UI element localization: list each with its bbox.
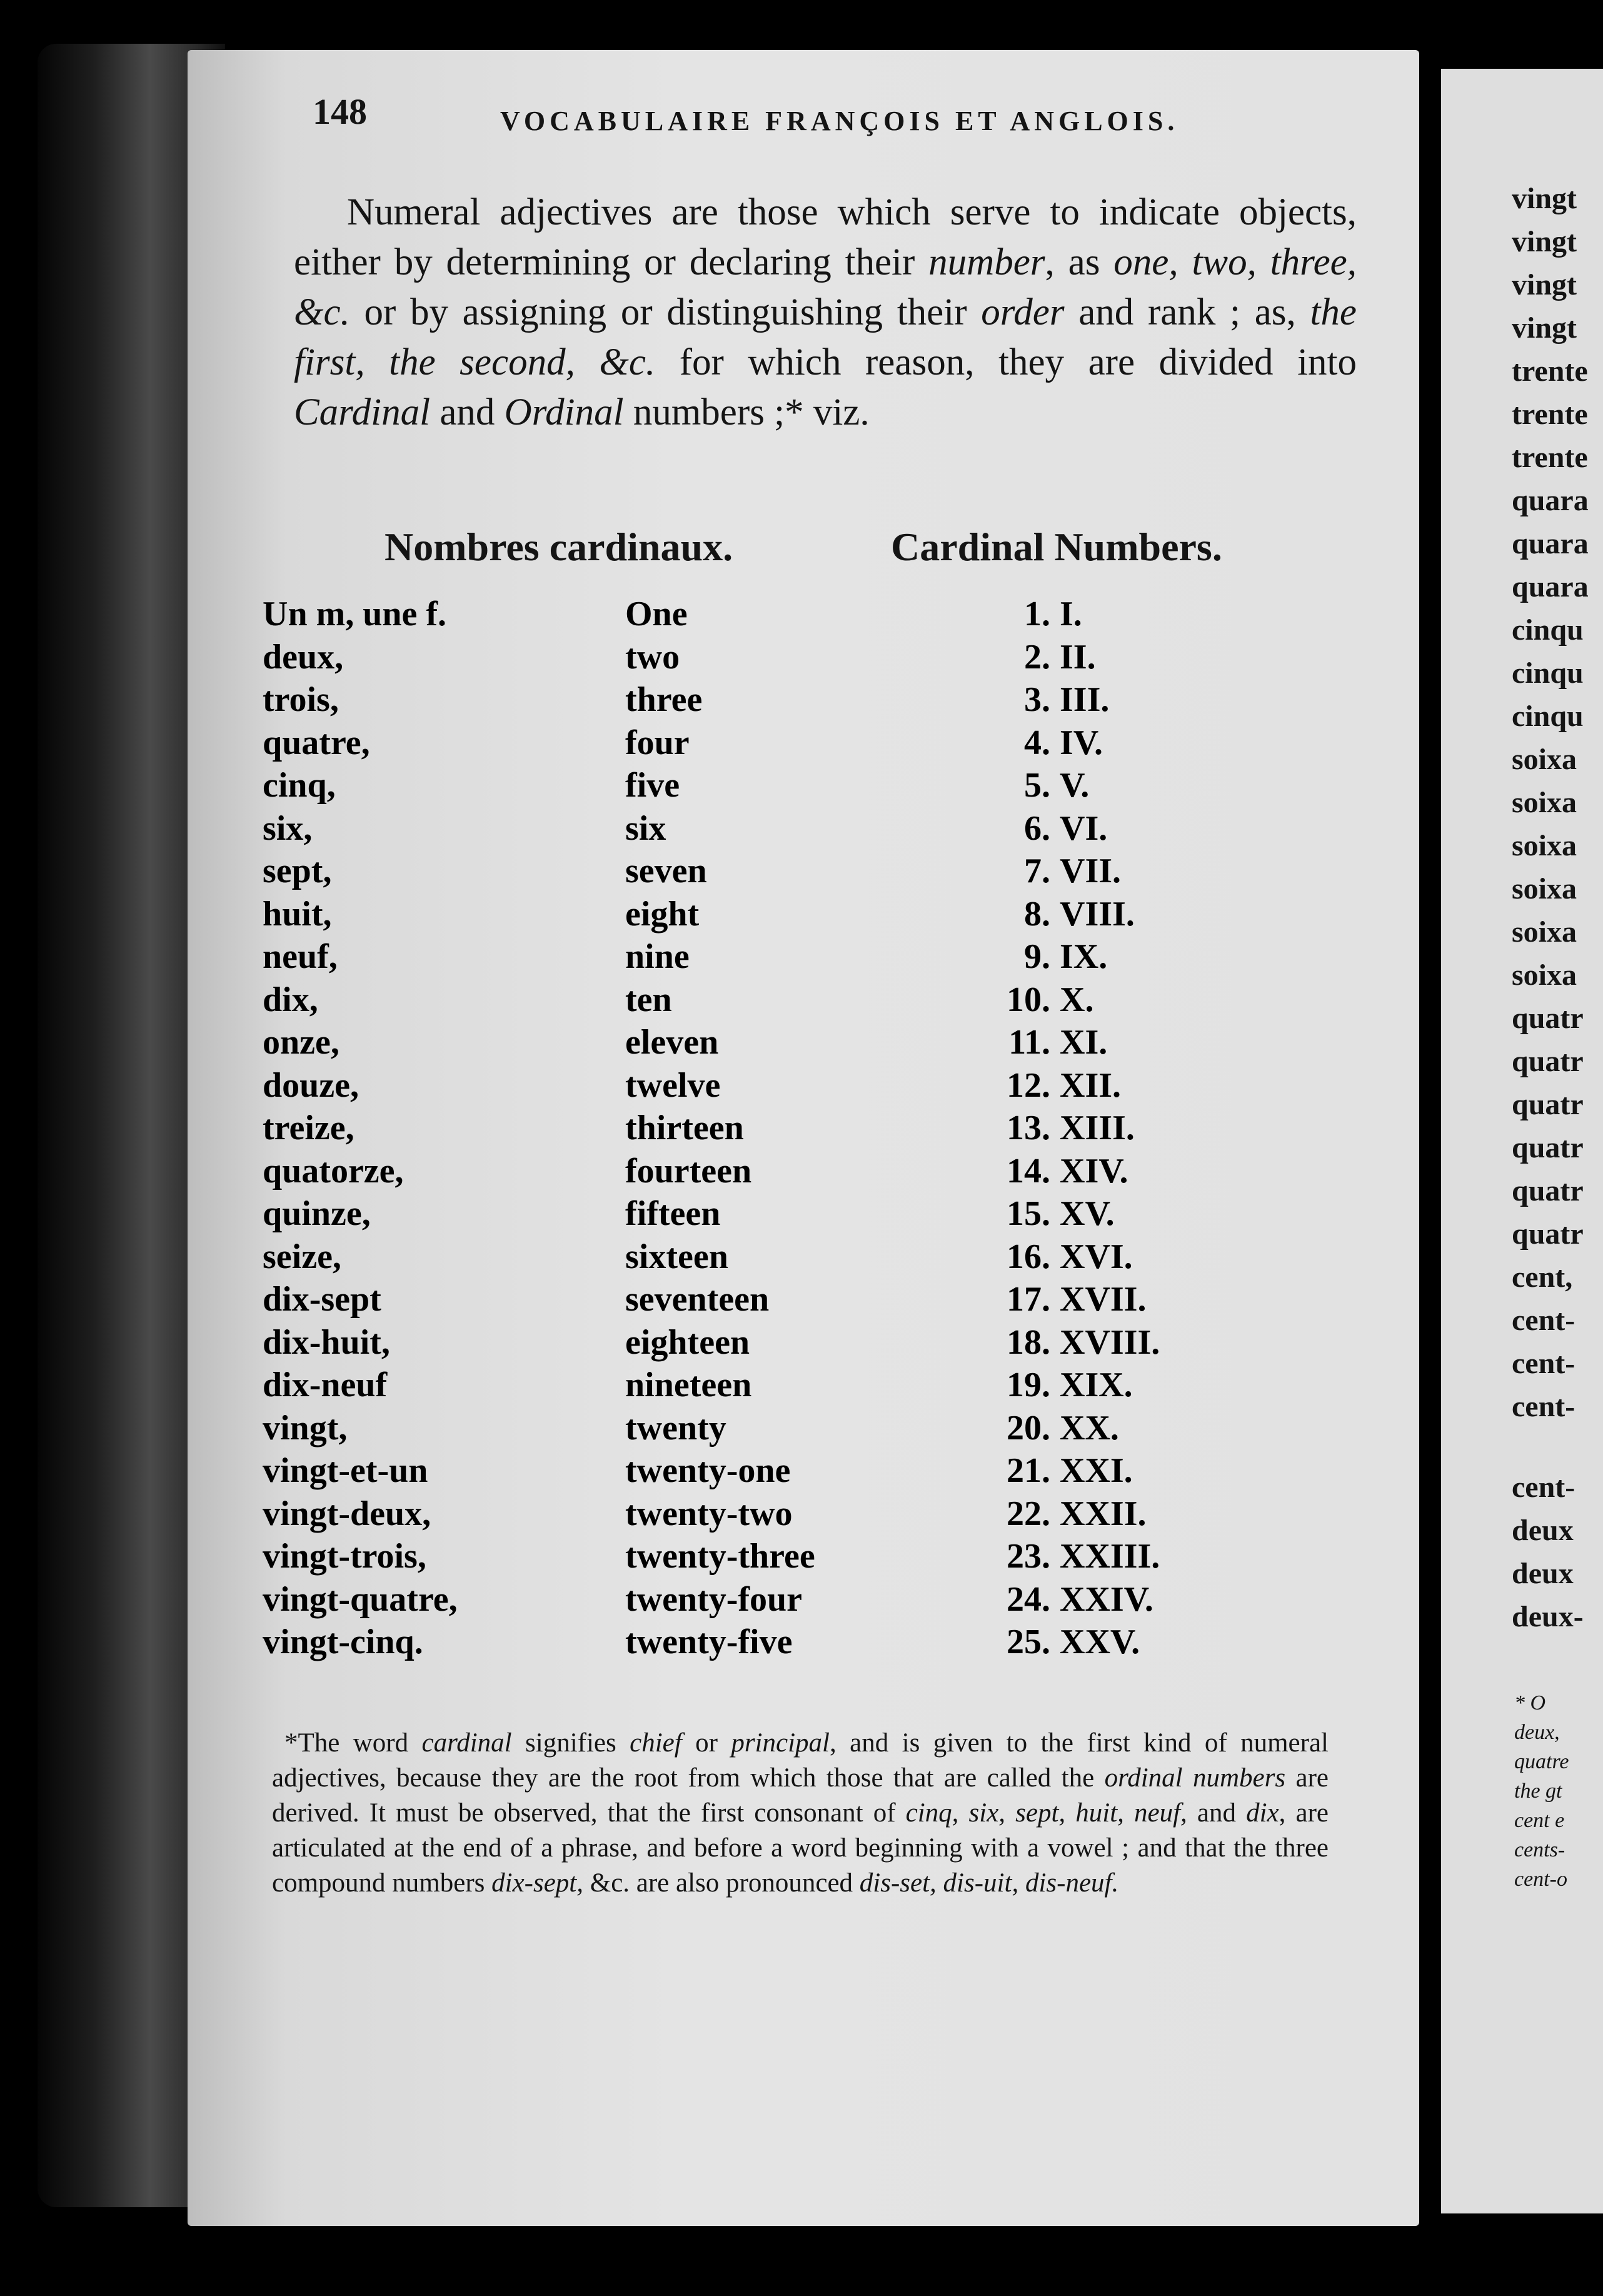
facing-page-line: quara: [1512, 527, 1589, 560]
arabic-numeral: 4.: [1024, 723, 1050, 762]
facing-footnote-line: quatre: [1514, 1750, 1569, 1773]
french-numeral: vingt-et-un: [263, 1451, 428, 1490]
arabic-numeral: 16.: [1007, 1237, 1050, 1276]
arabic-numeral: 6.: [1024, 808, 1050, 848]
french-numeral: vingt-trois,: [263, 1537, 426, 1576]
facing-page-line: cinqu: [1512, 700, 1584, 733]
facing-page-line: deux: [1512, 1514, 1574, 1547]
english-numeral: twenty: [625, 1408, 726, 1448]
roman-numeral: V.: [1060, 766, 1090, 805]
roman-numeral: I.: [1060, 595, 1082, 633]
english-numeral: twenty-three: [625, 1537, 815, 1576]
english-numeral: twenty-one: [625, 1451, 791, 1490]
roman-numeral: XXIII.: [1060, 1537, 1160, 1576]
roman-numeral: X.: [1060, 980, 1094, 1019]
arabic-numeral: 12.: [1007, 1065, 1050, 1105]
arabic-numeral: 21.: [1007, 1451, 1050, 1490]
facing-page-line: trente: [1512, 398, 1588, 431]
facing-page-line: trente: [1512, 355, 1588, 388]
facing-page-line: cent-: [1512, 1347, 1575, 1380]
english-numeral: six: [625, 808, 666, 848]
arabic-numeral: 2.: [1024, 637, 1050, 677]
heading-french: Nombres cardinaux.: [384, 525, 733, 569]
facing-page-line: quatr: [1512, 1002, 1584, 1035]
arabic-numeral: 5.: [1024, 766, 1050, 805]
english-numeral: One: [625, 595, 688, 633]
facing-page-line: soixa: [1512, 959, 1577, 992]
french-numeral: quinze,: [263, 1194, 371, 1233]
intro-paragraph: Numeral adjectives are those which serve to indicate objects, either by determining or declaring their number, as one, two, three, &c. or by assigning or distinguishing their order and rank ; as, the first, the second, &c. for which reason, they are divided into Cardinal and Ordinal numbers ;* viz.: [294, 191, 1357, 433]
arabic-numeral: 3.: [1024, 680, 1050, 719]
facing-footnote-line: cent-o: [1514, 1868, 1567, 1891]
english-numeral: thirteen: [625, 1109, 744, 1147]
english-numeral: seventeen: [625, 1280, 770, 1319]
arabic-numeral: 10.: [1007, 980, 1050, 1019]
roman-numeral: XIII.: [1060, 1109, 1135, 1147]
arabic-numeral: 20.: [1007, 1408, 1050, 1448]
roman-numeral: XIX.: [1060, 1366, 1133, 1404]
arabic-numeral: 15.: [1007, 1194, 1050, 1233]
french-numeral: deux,: [263, 637, 344, 677]
roman-numeral: IV.: [1060, 723, 1103, 762]
facing-footnote-line: the gt: [1514, 1780, 1562, 1803]
roman-numeral: II.: [1060, 637, 1096, 677]
facing-page-line: cent-: [1512, 1390, 1575, 1423]
facing-footnote-line: cents-: [1514, 1838, 1565, 1861]
facing-page-line: soixa: [1512, 915, 1577, 949]
roman-numeral: XX.: [1060, 1408, 1119, 1448]
english-numeral: twenty-five: [625, 1623, 793, 1661]
french-numeral: trois,: [263, 680, 339, 719]
facing-page-line: quatr: [1512, 1045, 1584, 1078]
french-numeral: quatorze,: [263, 1151, 404, 1191]
roman-numeral: XXI.: [1060, 1451, 1133, 1490]
english-numeral: fifteen: [625, 1194, 721, 1233]
french-numeral: dix-huit,: [263, 1322, 390, 1362]
french-numeral: seize,: [263, 1237, 341, 1276]
roman-numeral: XVI.: [1060, 1237, 1133, 1276]
english-numeral: five: [625, 766, 680, 805]
roman-numeral: III.: [1060, 680, 1110, 719]
french-numeral: neuf,: [263, 937, 338, 976]
footnote: *The word cardinal signifies chief or principal, and is given to the first kind of numeral adjectives, because they are the root from which those that are called the ordinal numbers are derived. It must be observed, that the first consonant of cinq, six, sept, huit, neuf, and dix, are articulated at the end of a phrase, and before a word beginning with a vowel ; and that the three compound numbers dix-sept, &c. are also pronounced dis-set, dis-uit, dis-neuf.: [272, 1728, 1329, 1898]
french-numeral: vingt-cinq.: [263, 1623, 423, 1661]
french-numeral: douze,: [263, 1065, 359, 1105]
english-numeral: nineteen: [625, 1366, 752, 1404]
facing-page-line: soixa: [1512, 743, 1577, 776]
roman-numeral: XXII.: [1060, 1494, 1147, 1533]
arabic-numeral: 19.: [1007, 1366, 1050, 1404]
french-numeral: quatre,: [263, 723, 370, 762]
roman-numeral: XIV.: [1060, 1151, 1128, 1191]
facing-page-line: quatr: [1512, 1174, 1584, 1207]
english-numeral: twenty-two: [625, 1494, 793, 1533]
facing-page-line: deux-: [1512, 1600, 1584, 1633]
roman-numeral: XVII.: [1060, 1280, 1147, 1319]
facing-page-line: cent-: [1512, 1304, 1575, 1337]
arabic-numeral: 24.: [1007, 1579, 1050, 1619]
facing-page-line: soixa: [1512, 829, 1577, 862]
roman-numeral: XXV.: [1060, 1623, 1140, 1661]
roman-numeral: XV.: [1060, 1194, 1115, 1233]
facing-page-line: cinqu: [1512, 613, 1584, 647]
page-number: 148: [313, 91, 367, 132]
english-numeral: two: [625, 637, 680, 677]
facing-page-line: deux: [1512, 1557, 1574, 1590]
french-numeral: dix-sept: [263, 1280, 381, 1319]
arabic-numeral: 23.: [1007, 1537, 1050, 1576]
french-numeral: vingt,: [263, 1408, 348, 1448]
facing-page-line: trente: [1512, 441, 1588, 474]
facing-footnote-line: cent e: [1514, 1809, 1565, 1832]
french-numeral: sept,: [263, 852, 332, 890]
roman-numeral: IX.: [1060, 937, 1108, 976]
arabic-numeral: 7.: [1024, 852, 1050, 890]
facing-page-line: vingt: [1512, 225, 1577, 258]
arabic-numeral: 9.: [1024, 937, 1050, 976]
facing-page-line: soixa: [1512, 786, 1577, 819]
facing-page-column: [1512, 181, 1589, 1643]
facing-page-line: quatr: [1512, 1217, 1584, 1251]
facing-footnote-line: * O: [1514, 1691, 1546, 1714]
french-numeral: vingt-quatre,: [263, 1579, 458, 1619]
french-numeral: dix-neuf: [263, 1366, 388, 1404]
french-numeral: onze,: [263, 1023, 339, 1062]
french-numeral: six,: [263, 808, 313, 848]
english-numeral: four: [625, 723, 690, 762]
arabic-numeral: 14.: [1007, 1151, 1050, 1191]
arabic-numeral: 22.: [1007, 1494, 1050, 1533]
facing-page-line: quara: [1512, 484, 1589, 517]
english-numeral: twenty-four: [625, 1579, 803, 1619]
roman-numeral: XXIV.: [1060, 1579, 1153, 1619]
running-head: VOCABULAIRE FRANÇOIS ET ANGLOIS.: [500, 106, 1179, 136]
english-numeral: three: [625, 680, 703, 719]
arabic-numeral: 25.: [1007, 1623, 1050, 1661]
french-numeral: cinq,: [263, 766, 336, 805]
english-numeral: eighteen: [625, 1322, 750, 1362]
facing-page-line: cinqu: [1512, 657, 1584, 690]
facing-page-line: cent,: [1512, 1261, 1573, 1294]
french-numeral: dix,: [263, 980, 318, 1019]
facing-page-line: cent-: [1512, 1471, 1575, 1504]
arabic-numeral: 18.: [1007, 1322, 1050, 1362]
english-numeral: eleven: [625, 1023, 719, 1062]
heading-english: Cardinal Numbers.: [891, 525, 1222, 569]
english-numeral: ten: [625, 980, 672, 1019]
roman-numeral: XII.: [1060, 1065, 1122, 1105]
french-numeral: vingt-deux,: [263, 1494, 431, 1533]
english-numeral: sixteen: [625, 1237, 728, 1276]
arabic-numeral: 13.: [1007, 1109, 1050, 1147]
roman-numeral: VII.: [1060, 852, 1122, 890]
arabic-numeral: 11.: [1008, 1023, 1050, 1062]
facing-page-line: quatr: [1512, 1088, 1584, 1121]
arabic-numeral: 1.: [1024, 595, 1050, 633]
facing-page-line: quara: [1512, 570, 1589, 603]
roman-numeral: VI.: [1060, 808, 1108, 848]
facing-page-line: vingt: [1512, 182, 1577, 215]
english-numeral: twelve: [625, 1065, 721, 1105]
roman-numeral: XVIII.: [1060, 1322, 1160, 1362]
french-numeral: Un m, une f.: [263, 595, 447, 633]
arabic-numeral: 8.: [1024, 894, 1050, 934]
roman-numeral: VIII.: [1060, 894, 1135, 934]
english-numeral: nine: [625, 937, 690, 976]
english-numeral: eight: [625, 894, 700, 934]
facing-page-line: soixa: [1512, 872, 1577, 905]
french-numeral: huit,: [263, 894, 332, 934]
roman-numeral: XI.: [1060, 1023, 1108, 1062]
english-numeral: fourteen: [625, 1151, 752, 1191]
facing-page-line: vingt: [1512, 311, 1577, 345]
facing-page-line: vingt: [1512, 268, 1577, 301]
facing-footnote-line: deux,: [1514, 1721, 1560, 1744]
english-numeral: seven: [625, 852, 707, 890]
facing-page-line: quatr: [1512, 1131, 1584, 1164]
facing-page-footnote: [1514, 1688, 1569, 1894]
arabic-numeral: 17.: [1007, 1280, 1050, 1319]
french-numeral: treize,: [263, 1109, 354, 1147]
